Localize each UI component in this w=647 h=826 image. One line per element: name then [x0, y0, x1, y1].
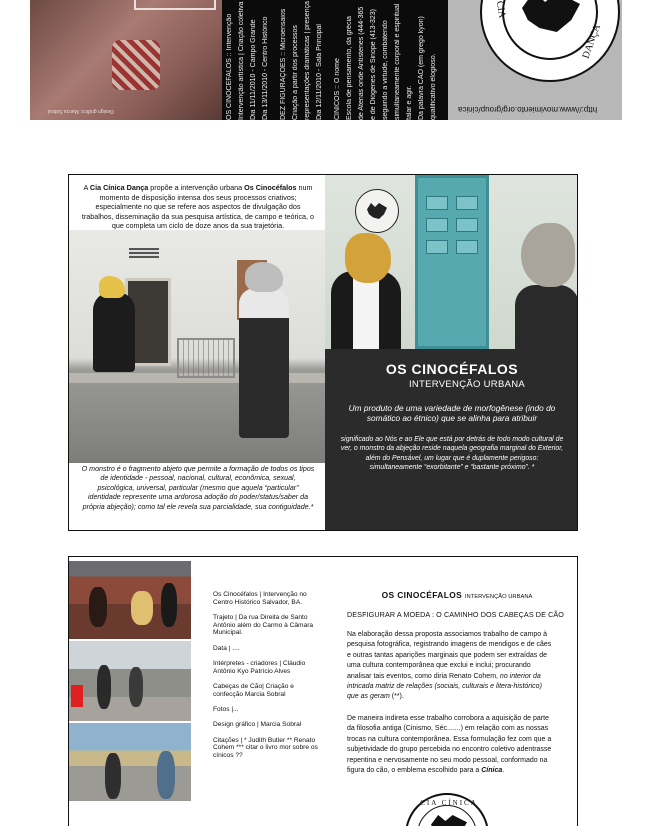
paragraph-text: De maneira indireta esse trabalho corrobora a aquisição de parte da filosofia antiga (Cinismo, Séc.......) em relação com as nossas trocas na cultura contemporânea. Essa formulação fez com que a subjetividade do grupo percebida no encontro coletivo adentrasse repentina e nervosamente no seu modo pessoal, conformado na figura do cão, o emblema escolhido para a — [347, 715, 552, 775]
performer-figure — [93, 292, 135, 372]
paragraph-italic: no interior da intricada matriz de relações (sociais, culturais e litera-histórico) que as geram — [347, 672, 542, 701]
credit-item: Fotos |... — [213, 706, 239, 713]
door-pane — [426, 240, 448, 254]
page-subtitle: INTERVENÇÃO URBANA — [408, 379, 526, 390]
company-emblem-icon — [405, 793, 489, 826]
paragraph — [347, 630, 553, 703]
performer-figure — [161, 583, 177, 627]
intro-mid: propõe a intervenção urbana — [148, 183, 245, 192]
yellow-dog-mask — [99, 276, 125, 298]
yellow-dog-mask — [345, 233, 391, 283]
emblem-panel — [448, 0, 622, 120]
info-line: Dia 12/11/2010 - Sala Principal — [316, 24, 323, 120]
info-line: representações dramáticas | presença — [304, 1, 311, 120]
credit-item: Intérpretes - criadores | Cláudio Antônio Kyo Patrício Alves — [213, 660, 306, 675]
photo-frame-detail — [134, 0, 216, 10]
company-emblem-icon — [355, 189, 399, 233]
info-line: Criação a partir dos processos — [292, 25, 299, 120]
performer-figure — [131, 591, 153, 625]
performer-figure — [157, 751, 175, 799]
website-url: http://www.movimiento.org/group/cinica — [458, 105, 598, 114]
section-title-main: OS CINOCÉFALOS — [381, 590, 463, 600]
credit-item: Citações | * Judith Butler ** Renato Cohem *** citar o livro mor sobre os cínicos ?? — [213, 736, 318, 759]
morphogenesis-text: Um produto de uma variedade de morfogênese (indo do somático ao étnico) que se alinha para atribuir — [348, 403, 556, 424]
paragraph-text: . — [502, 767, 505, 775]
door-pane — [426, 196, 448, 210]
door-pane — [456, 196, 478, 210]
credit-item: Design gráfico | Marcia Sobral — [213, 721, 302, 729]
page-title: OS CINOCÉFALOS — [385, 361, 519, 377]
paragraph — [347, 714, 553, 776]
gray-dog-mask — [521, 223, 575, 287]
info-line: de Atenas onde Antístenes (444-365 — [358, 6, 365, 120]
abjection-text: significado ao Nós e ao Ele que está por detrás de todo modo cultural de ver, o monstro da abjeção reside naquela geografia marginal do Exterior, além do Pensável, um lugar que é duplamente perigoso: simultaneamente “exorbitante” e “bastante próximo”. * — [340, 436, 564, 472]
intro-text — [79, 183, 317, 231]
company-name: Cia Cínica Dança — [89, 183, 149, 192]
project-details-panel — [68, 556, 578, 826]
performer-figure — [515, 285, 578, 349]
intervention-panel — [68, 174, 578, 531]
info-line: Dia 13/11/2010 - Centro Histórico — [262, 16, 269, 120]
intro-pre: A — [83, 183, 90, 192]
flyer-top-strip — [30, 0, 622, 120]
credit-item: Cabeças de Cão| Criação e confecção Marcia Sobral — [213, 683, 294, 698]
gray-dog-mask — [245, 262, 283, 292]
info-line: falar e agir. — [406, 85, 413, 120]
emblem-label: CIA CÍNICA — [420, 799, 478, 807]
info-line: Dia 11/11/2010 - Campo Grande — [250, 19, 257, 120]
info-line: Escola de pensamento, da grécia — [346, 16, 353, 120]
night-performance-photo — [69, 561, 191, 639]
section-title — [347, 590, 567, 600]
shopping-cart — [177, 338, 235, 378]
performer-figure — [97, 665, 111, 709]
paragraph-text: Na elaboração dessa proposta associamos trabalho de campo à pesquisa fotográfica, registrando imagens de mendigos e de cães e outras tantas aparições marginais que podem ser extraídas de uma cultura contemporânea que exclui e inclui; procurando analisar tais eventos, como diria Renato Cohem, — [347, 631, 552, 680]
wall-vent — [129, 248, 159, 258]
emblem-label: CIA — [493, 0, 508, 19]
teal-door — [415, 175, 489, 349]
street-cart-photo — [69, 641, 191, 721]
photo-credit: Design gráfico: Marcia Sobral — [48, 108, 114, 114]
street-performance-photo — [69, 230, 325, 463]
performers-door-photo — [325, 175, 578, 349]
historic-center-photo — [69, 723, 191, 801]
performer-figure — [89, 587, 107, 627]
checkered-scarf-detail — [112, 40, 160, 90]
performer-figure — [129, 667, 143, 707]
emblem-label: DANÇA — [580, 22, 604, 61]
door-pane — [426, 218, 448, 232]
white-shirt — [353, 275, 379, 349]
event-info-column — [222, 0, 448, 120]
credit-item: Os Cinocéfalos | Intervenção no Centro Histórico Salvador, BA. — [213, 591, 307, 606]
info-line: DEZ FIGURAÇÕES :: Microensaios — [280, 8, 287, 120]
red-object — [71, 685, 83, 707]
info-line: simultaneamente corporal e espiritual — [394, 3, 401, 120]
work-name: Os Cinocéfalos — [244, 183, 297, 192]
credit-item: Data | .... — [213, 644, 240, 652]
info-line: seguindo a virtude, combatendo — [382, 20, 389, 120]
info-line: OS CINOCÉFALOS :: Intervenção — [226, 13, 233, 120]
section-title-small: INTERVENÇÃO URBANA — [464, 594, 533, 600]
paragraph-emphasis: Cínica — [481, 767, 503, 775]
title-block — [325, 349, 578, 531]
paragraph-text: (**). — [389, 693, 404, 701]
performer-figure — [239, 288, 289, 438]
company-emblem-icon — [480, 0, 620, 82]
info-line: CÍNICOS :: O nome — [334, 58, 341, 120]
credits-list — [213, 591, 323, 767]
credit-item: Trajeto | Da rua Direita de Santo Antônio além do Carmo à Câmara Municipal. — [213, 614, 314, 637]
performer-closeup-photo — [30, 0, 222, 120]
info-line: qualificativo elogioso. — [430, 53, 437, 120]
monster-quote: O monstro é o fragmento abjeto que permite a formação de todos os tipos de identidade - pessoal, nacional, cultural, econômica, sexual, psicológica, universal, particular (mesmo que aquela “particular” identidade represente uma ardorosa adoção do poder/status/saber da própria abjeção); como tal ele revela sua parcialidade, sua contiguidade.* — [81, 465, 315, 511]
info-line: e de Diógenes de Sinope (413-323) — [370, 9, 377, 120]
door-pane — [456, 240, 478, 254]
intro-rest: num momento de disposição intensa dos seus processos criativos; especialmente no que se refere aos aspectos de divulgação dos trabalhos, disseminação da sua pesquisa artística, de campo e teórica, o que completa um ciclo de doze anos da sua trajetória. — [81, 183, 315, 231]
info-line: Da palavra CÃO (em grego kyon) — [418, 16, 425, 120]
info-line: Intervenção artística | Criação coletiva — [238, 1, 245, 120]
section-heading: DESFIGURAR A MOEDA : O CAMINHO DOS CABEÇAS DE CÃO — [347, 610, 564, 619]
performer-figure — [105, 753, 121, 799]
door-pane — [456, 218, 478, 232]
